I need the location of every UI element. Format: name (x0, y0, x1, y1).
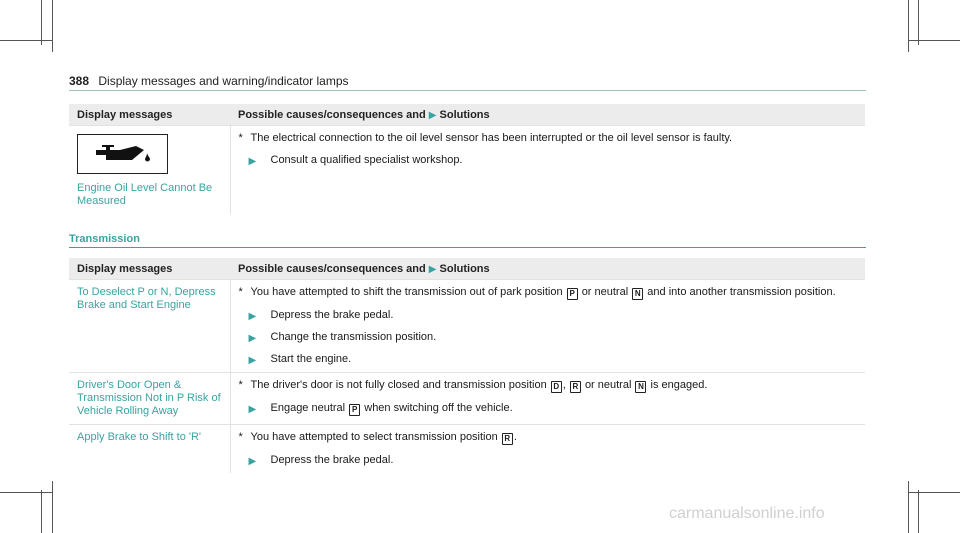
arrow-right-icon: ▶ (428, 109, 437, 121)
solution-item: ▶ Engage neutral P when switching off the vehicle. (248, 402, 513, 415)
crop-mark (908, 481, 909, 533)
transmission-table (69, 258, 865, 473)
solution-item: ▶ Depress the brake pedal. (248, 309, 394, 322)
key-d-icon: D (551, 381, 562, 393)
causes-cell (230, 373, 865, 425)
watermark: carmanualsonline.info (669, 505, 825, 522)
causes-cell (230, 126, 865, 215)
crop-mark (41, 490, 42, 533)
cause-item: * The driver's door is not fully closed and transmission position D , R or neutral N is engaged. (238, 379, 708, 391)
page-header-title: Display messages and warning/indicator lamps (98, 74, 349, 88)
solution-item: ▶ Start the engine. (248, 353, 352, 366)
col-header-causes: Possible causes/consequences and ▶ Solutions (230, 258, 865, 280)
arrow-right-icon: ▶ (248, 456, 257, 467)
cause-item: * You have attempted to shift the transmission out of park position P or neutral N and into another transmission position. (238, 286, 836, 298)
arrow-right-icon: ▶ (428, 263, 437, 275)
arrow-right-icon: ▶ (248, 311, 257, 322)
col-header-display-messages: Display messages (69, 258, 230, 280)
solution-item: ▶ Consult a qualified specialist workshop. (248, 154, 463, 167)
table-row (69, 280, 865, 373)
display-message-cell (69, 126, 230, 215)
display-message-cell: To Deselect P or N, Depress Brake and Start Engine (69, 280, 230, 373)
arrow-right-icon: ▶ (248, 333, 257, 344)
crop-mark (52, 481, 53, 533)
col-header-display-messages: Display messages (69, 104, 230, 126)
arrow-right-icon: ▶ (248, 156, 257, 167)
display-message-cell: Apply Brake to Shift to 'R' (69, 425, 230, 474)
key-n-icon: N (632, 288, 643, 300)
crop-mark (908, 40, 960, 41)
cause-item: * You have attempted to select transmission position R . (238, 431, 517, 443)
table-row (69, 373, 865, 425)
key-p-icon: P (567, 288, 578, 300)
crop-mark (918, 490, 919, 533)
section-title-transmission: Transmission (69, 233, 140, 245)
display-message-cell: Driver's Door Open & Transmission Not in P Risk of Vehicle Rolling Away (69, 373, 230, 425)
section-rule (69, 247, 866, 248)
oil-level-icon (77, 134, 168, 174)
causes-cell (230, 280, 865, 373)
cause-item: * The electrical connection to the oil level sensor has been interrupted or the oil level sensor is faulty. (238, 132, 733, 144)
solution-item: ▶ Depress the brake pedal. (248, 454, 394, 467)
key-p-icon: P (349, 404, 360, 416)
key-n-icon: N (635, 381, 646, 393)
page-number: 388 (69, 74, 90, 88)
key-r-icon: R (502, 433, 513, 445)
arrow-right-icon: ▶ (248, 355, 257, 366)
oil-level-table (69, 104, 865, 214)
crop-mark (0, 40, 52, 41)
arrow-right-icon: ▶ (248, 404, 257, 415)
crop-mark (0, 492, 52, 493)
header-rule (69, 90, 866, 91)
table-row (69, 126, 865, 215)
key-r-icon: R (570, 381, 581, 393)
table-row (69, 425, 865, 474)
crop-mark (918, 0, 919, 45)
solution-item: ▶ Change the transmission position. (248, 331, 437, 344)
crop-mark (52, 0, 53, 52)
page-header (69, 74, 349, 88)
display-message-text: Engine Oil Level Cannot Be Measured (77, 182, 213, 207)
causes-cell (230, 425, 865, 474)
col-header-causes: Possible causes/consequences and ▶ Solutions (230, 104, 865, 126)
crop-mark (908, 0, 909, 52)
crop-mark (41, 0, 42, 45)
crop-mark (908, 492, 960, 493)
